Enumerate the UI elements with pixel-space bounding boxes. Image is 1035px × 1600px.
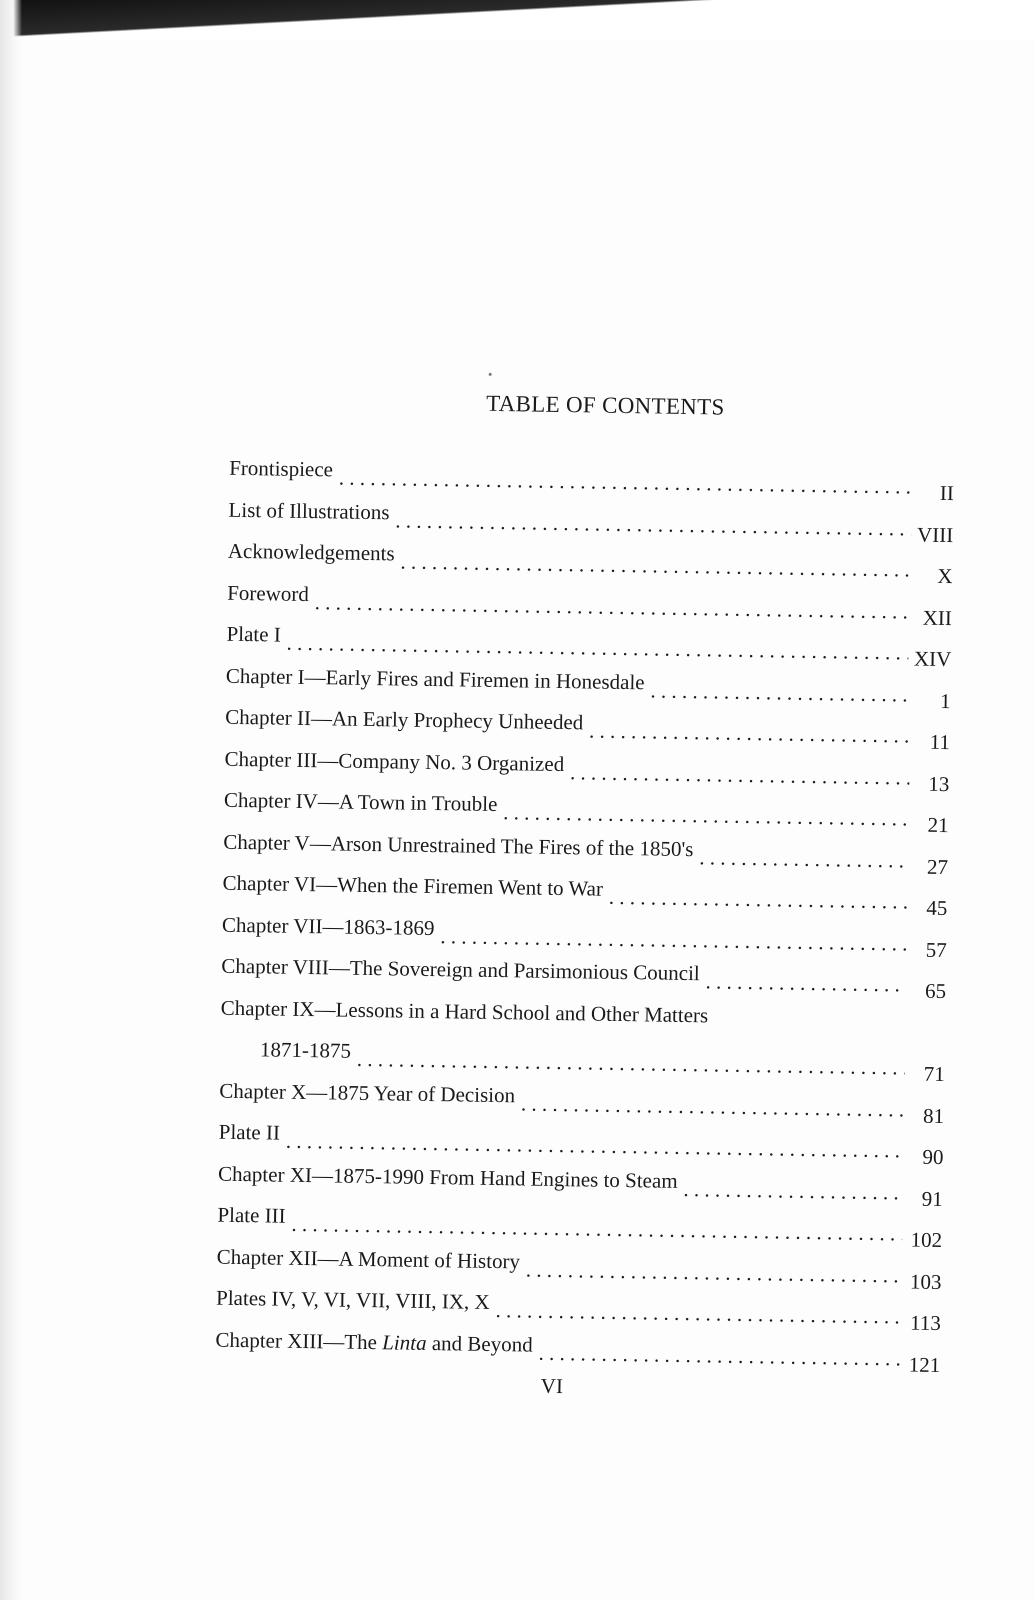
toc-entry-label: Chapter II—An Early Prophecy Unheeded xyxy=(225,704,584,735)
toc-entry-label: Plate II xyxy=(218,1119,281,1145)
dot-leader xyxy=(650,679,911,706)
dot-leader xyxy=(503,801,909,830)
toc-entry-page: 13 xyxy=(928,771,950,796)
toc-entry-chapter-9 xyxy=(220,996,946,1090)
dot-leader xyxy=(400,550,913,581)
toc-list xyxy=(215,457,954,1381)
toc-entry-page: 103 xyxy=(909,1269,942,1294)
toc-entry-page: 102 xyxy=(910,1227,943,1253)
dot-leader xyxy=(286,632,908,665)
toc-entry-page: VIII xyxy=(916,522,954,547)
toc-entry-label: Chapter VII—1863-1869 xyxy=(221,912,435,940)
dot-leader xyxy=(699,846,908,872)
toc-entry-label: Chapter VIII—The Sovereign and Parsimonious Council xyxy=(221,953,700,986)
toc-entry-page: 11 xyxy=(929,729,951,755)
toc-entry-label: Plates IV, V, VI, VII, VIII, IX, X xyxy=(215,1285,490,1314)
page-folio: VI xyxy=(540,1373,564,1399)
dot-leader xyxy=(286,1130,904,1163)
dot-leader xyxy=(705,970,906,996)
ink-speck xyxy=(489,373,492,376)
dot-leader xyxy=(609,886,908,914)
dot-leader xyxy=(315,591,913,623)
toc-entry-page: 71 xyxy=(923,1061,945,1087)
toc-entry-label: Acknowledgements xyxy=(227,538,395,566)
dot-leader xyxy=(357,1048,905,1080)
dot-leader xyxy=(495,1299,901,1328)
toc-entry-page: II xyxy=(939,480,955,506)
toc-entry-label: Chapter IV—A Town in Trouble xyxy=(223,787,498,817)
toc-entry-label: Chapter XII—A Moment of History xyxy=(216,1244,521,1273)
toc-entry-page: X xyxy=(937,563,953,589)
toc-entry-page: 81 xyxy=(922,1103,945,1128)
dot-leader xyxy=(339,466,914,498)
toc-entry-label: Chapter III—Company No. 3 Organized xyxy=(224,746,565,776)
toc-entry-label: Plate I xyxy=(226,621,281,647)
toc-entry-label: Frontispiece xyxy=(228,455,334,482)
toc-entry-page: 27 xyxy=(926,854,949,879)
toc-title: TABLE OF CONTENTS xyxy=(486,390,725,420)
dot-leader xyxy=(395,509,911,540)
dot-leader xyxy=(291,1213,902,1246)
toc-entry-label-prefix: Chapter XIII—The xyxy=(215,1327,383,1354)
dot-leader xyxy=(589,719,910,747)
toc-entry-label: Foreword xyxy=(227,580,310,606)
toc-entry-page: 91 xyxy=(921,1186,943,1211)
toc-entry-page: 65 xyxy=(924,978,947,1004)
toc-entry-label: Plate III xyxy=(217,1202,286,1228)
toc-entry-label: Chapter XI—1875-1990 From Hand Engines to Steam xyxy=(217,1161,678,1193)
toc-entry-page: 121 xyxy=(908,1352,941,1377)
toc-entry-page: XIV xyxy=(913,646,952,672)
toc-entry-page: 57 xyxy=(925,937,947,962)
dot-leader xyxy=(526,1258,902,1287)
toc-entry-page: XII xyxy=(922,605,953,630)
dot-leader xyxy=(521,1092,905,1121)
toc-entry-label-italic: Linta xyxy=(382,1329,427,1355)
toc-entry-page: 113 xyxy=(909,1310,942,1336)
toc-entry-label: Chapter I—Early Fires and Firemen in Honesdale xyxy=(225,663,645,694)
toc-entry-page: 1 xyxy=(939,688,951,713)
toc-entry-label: Chapter IX—Lessons in a Hard School and Other Matters xyxy=(220,995,709,1027)
dot-leader xyxy=(683,1177,903,1204)
toc-entry-page: 21 xyxy=(927,812,949,838)
dot-leader xyxy=(538,1341,900,1370)
toc-entry-label: Chapter V—Arson Unrestrained The Fires of the 1850's xyxy=(223,829,694,861)
toc-entry-label-suffix: and Beyond xyxy=(426,1330,533,1357)
toc-entry-page: 90 xyxy=(922,1144,944,1170)
dot-leader xyxy=(440,925,907,955)
toc-entry-label xyxy=(215,1328,533,1356)
toc-entry-label: List of Illustrations xyxy=(228,497,390,524)
toc-entry-label: Chapter VI—When the Firemen Went to War xyxy=(222,870,604,901)
dot-leader xyxy=(570,761,910,789)
toc-entry-label: Chapter X—1875 Year of Decision xyxy=(219,1078,516,1107)
toc-entry-label-continued: 1871-1875 xyxy=(259,1037,352,1063)
toc-entry-page: 45 xyxy=(926,895,948,921)
